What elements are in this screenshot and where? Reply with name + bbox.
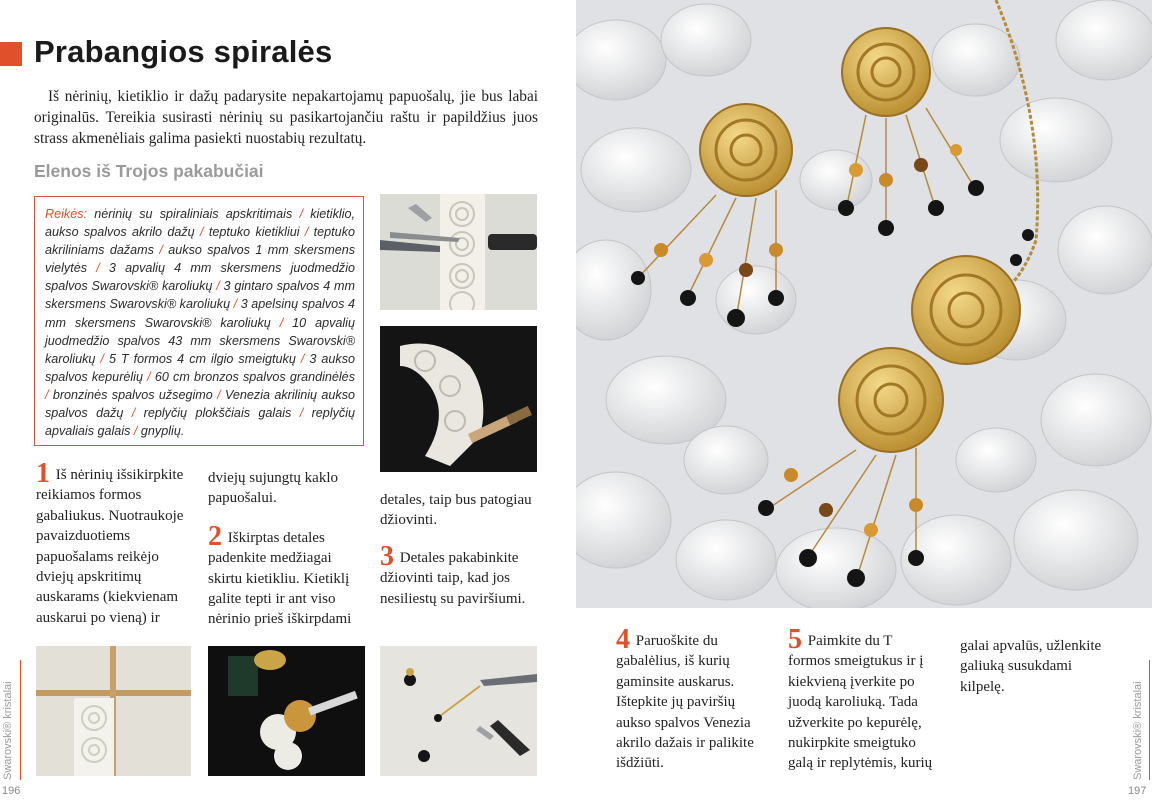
- requirement-separator: /: [147, 369, 151, 384]
- requirement-item: 10 apvalių juodmedžio spalvos 43 mm skersmens Swarovski® karoliukų: [45, 315, 355, 366]
- requirement-item: teptuko kietikliui: [203, 225, 305, 240]
- requirement-item: 5 T formos 4 cm ilgio smeigtukų: [103, 351, 301, 366]
- requirement-separator: /: [217, 387, 221, 402]
- requirement-item: replyčių plokščiais galais: [135, 406, 300, 421]
- page-title: Prabangios spiralės: [34, 34, 333, 69]
- step-text: dviejų sujungtų kaklo papuošalui.: [208, 470, 338, 507]
- step-number: 2: [208, 520, 222, 552]
- step-1-continued: [208, 468, 368, 630]
- requirements-list: [45, 207, 355, 438]
- photo-drying-lace: [36, 646, 191, 776]
- requirement-item: 3 apvalių 4 mm skersmens juodmedžio spalvos Swarovski® karoliukų: [45, 261, 355, 294]
- requirement-item: gnyplių.: [137, 424, 185, 439]
- requirement-item: aukso spalvos 1 mm skersmens vielytės: [45, 243, 356, 276]
- requirement-separator: /: [304, 225, 309, 240]
- photo-painting-gold: [208, 646, 365, 776]
- step-4: [616, 624, 766, 774]
- side-label-left: Swarovski® kristalai: [2, 681, 14, 780]
- side-rule-left: [20, 660, 21, 780]
- requirement-separator: /: [133, 424, 138, 439]
- project-subtitle: Elenos iš Trojos pakabučiai: [34, 161, 264, 181]
- step-1: [36, 458, 196, 628]
- step-text: Iškirptas detales padenkite medžiagai skirtu kietikliu. Kietiklį galite tepti ir ant viso nėrinio prieš iškirpdami: [208, 529, 352, 628]
- photo-brushing-lace: [380, 326, 537, 472]
- requirement-separator: /: [300, 351, 305, 366]
- requirement-item: bronzinės spalvos užsegimo: [48, 387, 218, 402]
- requirement-separator: /: [131, 406, 136, 421]
- step-5: [788, 624, 938, 774]
- requirement-item: replyčių apvaliais galais: [45, 406, 355, 439]
- step-number: 1: [36, 458, 50, 489]
- requirement-item: 3 aukso spalvos kepurėlių: [45, 351, 355, 384]
- requirement-item: 3 gintaro spalvos 4 mm skersmens Swarovski® karoliukų: [45, 279, 355, 312]
- photo-cutting-lace: [380, 194, 537, 310]
- step-5-continued: [960, 636, 1110, 697]
- title-marker: [0, 42, 22, 66]
- page-number-left: 196: [2, 785, 21, 797]
- requirement-separator: /: [100, 351, 104, 366]
- step-2-continued: [380, 490, 540, 609]
- side-rule-right: [1149, 660, 1150, 780]
- step-text: Iš nėrinių išsikirpkite reikiamos formos gabaliukus. Nuotraukoje pavaizduotiems papuošalams reikėjo dviejų apskritimų auskarams (kiekvienam auskarui po vieną) ir: [36, 467, 184, 626]
- requirement-separator: /: [299, 406, 304, 421]
- requirement-separator: /: [200, 225, 204, 240]
- requirement-separator: /: [96, 261, 100, 276]
- requirement-item: nėrinių su spiraliniais apskritimais: [94, 207, 300, 221]
- requirement-separator: /: [279, 315, 284, 330]
- requirement-item: 3 apelsinų spalvos 4 mm skersmens Swarovski® karoliukų: [45, 297, 355, 330]
- requirement-separator: /: [216, 279, 220, 294]
- side-label-right: Swarovski® kristalai: [1132, 681, 1144, 780]
- photo-pliers-beads: [380, 646, 537, 776]
- step-number: 3: [380, 540, 394, 572]
- requirements-box: [34, 196, 364, 446]
- requirement-item: 60 cm bronzos spalvos grandinėlės: [150, 369, 355, 384]
- step-text: Detales pakabinkite džiovinti taip, kad jos nesiliestų su paviršiumi.: [380, 549, 526, 607]
- requirement-separator: /: [159, 243, 163, 258]
- page-number-right: 197: [1128, 785, 1147, 797]
- requirement-separator: /: [299, 207, 303, 221]
- photo-jewelry: [576, 0, 1152, 608]
- intro-paragraph: Iš nėrinių, kietiklio ir dažų padarysite nepakartojamų papuošalų, jie bus labai originalūs. Tereikia susirasti nėrinių su pasikartojančiu raštu ir papildžius juos strass akmenėliais galima pasiekti nuostabių rezultatų.: [34, 88, 538, 147]
- step-number: 5: [788, 624, 802, 655]
- step-text: detales, taip bus patogiau džiovinti.: [380, 492, 532, 529]
- step-number: 4: [616, 624, 630, 655]
- step-text: galai apvalūs, užlenkite galiuką susukdami kilpelę.: [960, 638, 1102, 695]
- requirements-label: Reikės:: [45, 207, 87, 221]
- step-text: Paruoškite du gabalėlius, iš kurių gaminsite auskarus. Ištepkite jų paviršių aukso spalvos Venezia akrilo dažais ir palikite išdžiūti.: [616, 633, 754, 772]
- requirement-item: Venezia akrilinių aukso spalvos dažų: [45, 387, 356, 421]
- requirement-separator: /: [233, 297, 238, 312]
- requirement-separator: /: [45, 387, 49, 402]
- requirement-item: teptuko akriliniams dažams: [45, 225, 355, 258]
- requirement-item: kietiklio, aukso spalvos akrilo dažų: [45, 207, 355, 240]
- step-text: Paimkite du T formos smeigtukus ir į kiekvieną įverkite po juodą karoliuką. Tada užverkite po kepurėlę, nukirpkite smeigtuko galą ir replytėmis, kurių: [788, 633, 933, 772]
